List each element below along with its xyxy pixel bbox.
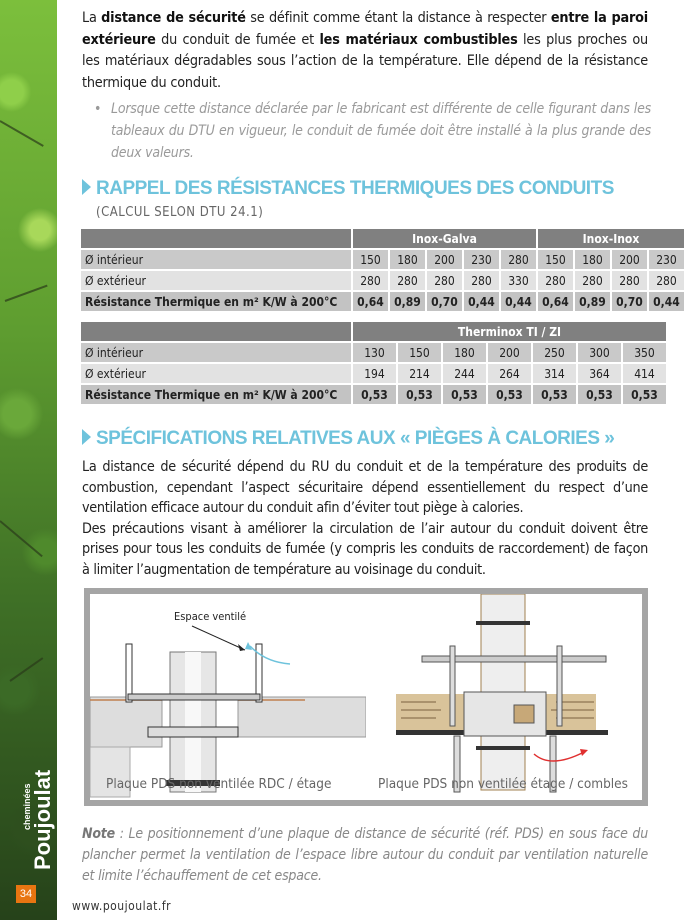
cell: 0,53 [353,385,396,404]
table-header-row [81,229,684,248]
cell: 150 [538,250,573,269]
row-label: Ø intérieur [81,343,351,362]
cell: 0,44 [649,292,684,311]
cell: 280 [390,271,425,290]
logo-big-text: Poujoulat [30,769,55,870]
cell: 0,53 [488,385,531,404]
note-label: Note [82,826,115,842]
cell: 200 [612,250,647,269]
cell: 280 [427,271,462,290]
cell: 194 [353,364,396,383]
row-label: Ø extérieur [81,271,351,290]
note-paragraph: Note : Le positionnement d’une plaque de distance de sécurité (réf. PDS) en sous face du plancher permet la ventilation de l’espace libre autour du conduit par ventilation naturelle et limite l’échauffement de cet espace. [82,826,648,884]
cell: 314 [533,364,576,383]
cell: 250 [533,343,576,362]
figures-panel [84,588,648,806]
diagram-rdc-etage [90,594,366,800]
cell: 180 [575,250,610,269]
cell: 0,89 [575,292,610,311]
figure-caption-left: Plaque PDS non ventilée RDC / étage [106,776,332,792]
cell: 0,53 [443,385,486,404]
thermal-resistance-table-therminox [79,320,668,406]
table-row [81,364,666,383]
group-header: Therminox TI / ZI [353,322,666,341]
intro-paragraph: La distance de sécurité se définit comme étant la distance à respecter entre la paroi extérieure du conduit de fumée et les matériaux combustibles les plus proches ou les matériaux dégradables sous l’action de la température. Elle dépend de la résistance thermique du conduit. [82,10,649,91]
cell: 180 [443,343,486,362]
section-heading-calorie-traps: SPÉCIFICATIONS RELATIVES AUX « PIÈGES À CALORIES » [82,428,614,450]
cell: 150 [353,250,388,269]
logo-small-text: cheminées [22,783,32,830]
cell: 244 [443,364,486,383]
section2-paragraph-1: La distance de sécurité dépend du RU du conduit et de la température des produits de combustion, cependant l’aspect sécuritaire dépend essentiellement du respect d’une ventilation efficace autour du conduit afin d’éviter tout piège à calories. [82,459,648,516]
cell: 280 [501,250,536,269]
cell: 180 [390,250,425,269]
cell: 0,44 [464,292,499,311]
table-row [81,343,666,362]
cell: 200 [488,343,531,362]
table-row [81,271,684,290]
row-label: Ø intérieur [81,250,351,269]
table-row [81,385,666,404]
website-link[interactable]: www.poujoulat.fr [72,899,172,913]
diagram-etage-combles [366,594,642,800]
cell: 330 [501,271,536,290]
cell: 0,53 [533,385,576,404]
group-header: Inox-Galva [353,229,536,248]
sidebar-foliage-image [0,0,57,920]
figure-rdc-etage [90,594,366,800]
group-header: Inox-Inox [538,229,684,248]
poujoulat-logo [14,770,54,870]
cell: 0,53 [578,385,621,404]
row-label: Résistance Thermique en m² K/W à 200°C [81,292,351,311]
row-label: Résistance Thermique en m² K/W à 200°C [81,385,351,404]
cell: 300 [578,343,621,362]
table-header-row [81,322,666,341]
cell: 0,89 [390,292,425,311]
cell: 0,70 [427,292,462,311]
cell: 0,64 [538,292,573,311]
table-header-empty [81,229,351,248]
cell: 0,70 [612,292,647,311]
section2-body [82,457,648,580]
intro-bullet: Lorsque cette distance déclarée par le fabricant est différente de celle figurant dans les tableaux du DTU en vigueur, le conduit de fumée doit être installé à la plus grande des deux valeurs. [111,101,651,161]
cell: 280 [353,271,388,290]
row-label: Ø extérieur [81,364,351,383]
cell: 230 [464,250,499,269]
cell: 364 [578,364,621,383]
table-row [81,250,684,269]
section-subtitle: (CALCUL SELON DTU 24.1) [96,205,264,220]
cell: 280 [649,271,684,290]
section-heading-thermal-resistance: RAPPEL DES RÉSISTANCES THERMIQUES DES CONDUITS [82,178,614,200]
cell: 214 [398,364,441,383]
bullet-icon: • [94,101,102,117]
table-row [81,292,684,311]
cell: 0,53 [398,385,441,404]
thermal-resistance-table-inox [79,227,686,313]
page-number-badge: 34 [16,885,36,903]
cell: 150 [398,343,441,362]
figure-etage-combles [366,594,642,800]
heading-arrow-icon [82,429,91,445]
cell: 264 [488,364,531,383]
table-header-empty [81,322,351,341]
figure-caption-right: Plaque PDS non ventilée étage / combles [378,776,628,792]
cell: 0,44 [501,292,536,311]
heading-arrow-icon [82,179,91,195]
cell: 414 [623,364,666,383]
cell: 200 [427,250,462,269]
cell: 0,64 [353,292,388,311]
ventilated-space-label: Espace ventilé [174,610,247,623]
cell: 280 [575,271,610,290]
cell: 130 [353,343,396,362]
cell: 280 [464,271,499,290]
cell: 350 [623,343,666,362]
cell: 230 [649,250,684,269]
cell: 280 [538,271,573,290]
cell: 0,53 [623,385,666,404]
section2-paragraph-2: Des précautions visant à améliorer la circulation de l’air autour du conduit doivent être prises pour tous les conduits de fumée (y compris les conduits de raccordement) de façon à limiter l’augmentation de température au voisinage du conduit. [82,520,648,578]
cell: 280 [612,271,647,290]
